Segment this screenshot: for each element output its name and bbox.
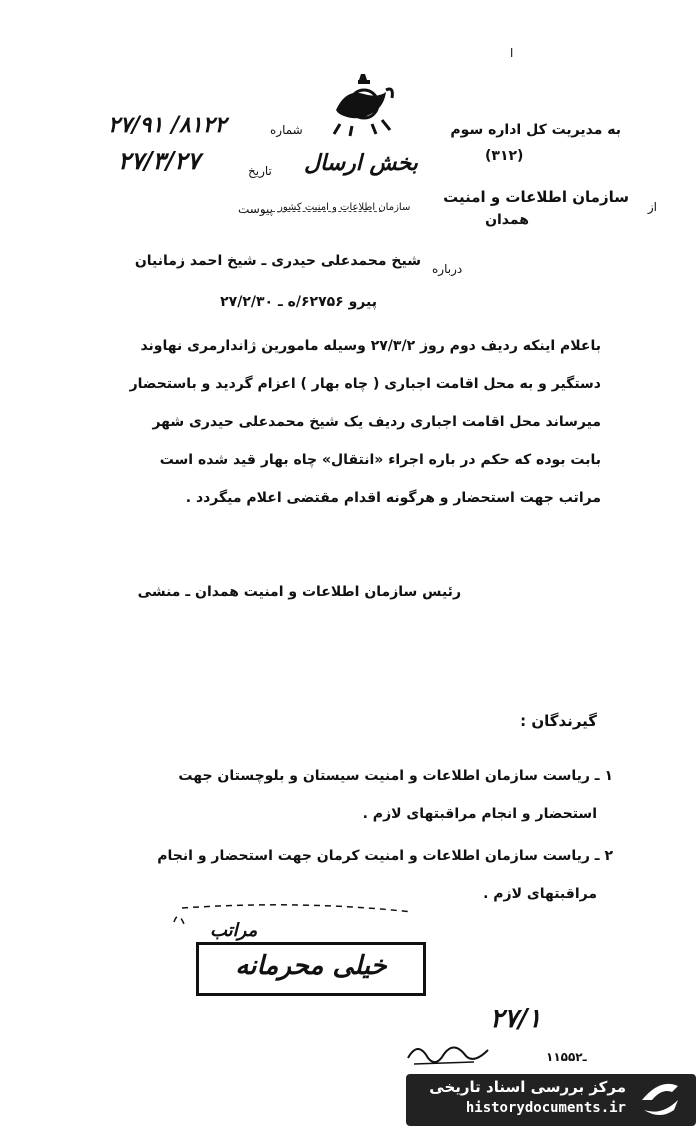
archive-logo-icon bbox=[638, 1080, 682, 1124]
body-line: بابت بوده که حکم در باره اجراء «انتقال» چاه بهار قید شده است bbox=[159, 452, 601, 468]
lion-and-sun-emblem bbox=[328, 70, 398, 138]
archive-url: historydocuments.ir bbox=[465, 1100, 626, 1116]
subject-label: درباره bbox=[432, 262, 463, 276]
handwritten-note: مراتب bbox=[210, 920, 258, 941]
body-line: دستگیر و به محل اقامت اجباری ( چاه بهار ) اعزام گردید و باستحضار bbox=[129, 376, 601, 392]
recipient-line: ۱ ـ ریاست سازمان اطلاعات و امنیت سیستان و بلوچستان جهت bbox=[178, 768, 613, 784]
signature-line: رئیس سازمان اطلاعات و امنیت همدان ـ منشی bbox=[137, 584, 461, 600]
org-printed-label: سازمان اطلاعات و امنیت کشور bbox=[278, 202, 411, 213]
body-line: میرساند محل اقامت اجباری ردیف یک شیخ محمدعلی حیدری شهر bbox=[152, 414, 601, 430]
reference-line: پیرو ۶۲۷۵۶/ه ـ ۲۷/۲/۳۰ bbox=[220, 294, 377, 310]
recipient-line: استحضار و انجام مراقبتهای لازم . bbox=[362, 806, 597, 822]
from-city: همدان bbox=[485, 212, 529, 228]
handwritten-number: ۲۷/۱ bbox=[490, 1004, 542, 1034]
corner-mark: ا bbox=[510, 46, 514, 60]
subject-text: شیخ محمدعلی حیدری ـ شیخ احمد زمانیان bbox=[134, 253, 421, 269]
handwritten-header-note: بخش ارسال bbox=[304, 150, 418, 176]
number-label: شماره bbox=[270, 123, 303, 137]
body-line: مراتب جهت استحضار و هرگونه اقدام مقتضی اعلام میگردد . bbox=[185, 490, 601, 506]
body-line: باعلام اینکه ردیف دوم روز ۲۷/۳/۲ وسیله مامورین ژاندارمری نهاوند bbox=[140, 338, 601, 354]
recipient-header: به مدیریت کل اداره سوم bbox=[450, 122, 621, 138]
stamp-text: خیلی محرمانه bbox=[235, 951, 387, 981]
number-value: ۲۷/۹۱ /۸۱۲۲ bbox=[108, 112, 227, 138]
recipient-line: ۲ ـ ریاست سازمان اطلاعات و امنیت کرمان جهت استحضار و انجام bbox=[157, 848, 613, 864]
signature-scribble bbox=[404, 1036, 494, 1072]
confidential-stamp bbox=[196, 942, 426, 996]
from-organization: سازمان اطلاعات و امنیت bbox=[443, 188, 629, 206]
date-label: تاریخ bbox=[248, 164, 272, 178]
archive-name: مرکز بررسی اسناد تاریخی bbox=[429, 1078, 626, 1096]
attachment-rule bbox=[272, 211, 382, 212]
attachment-label: پیوست bbox=[238, 202, 273, 216]
page-code: ۱۱۵ـ۵۲ bbox=[546, 1050, 587, 1064]
recipient-line: مراقبتهای لازم . bbox=[483, 886, 597, 902]
recipients-title: گیرندگان : bbox=[520, 712, 597, 730]
from-prefix: از bbox=[647, 200, 657, 214]
archive-watermark bbox=[406, 1074, 696, 1126]
office-code: (۳۱۲) bbox=[485, 148, 524, 164]
date-value: ۲۷/۳/۲۷ bbox=[118, 146, 200, 175]
handwritten-annotation bbox=[168, 898, 428, 942]
